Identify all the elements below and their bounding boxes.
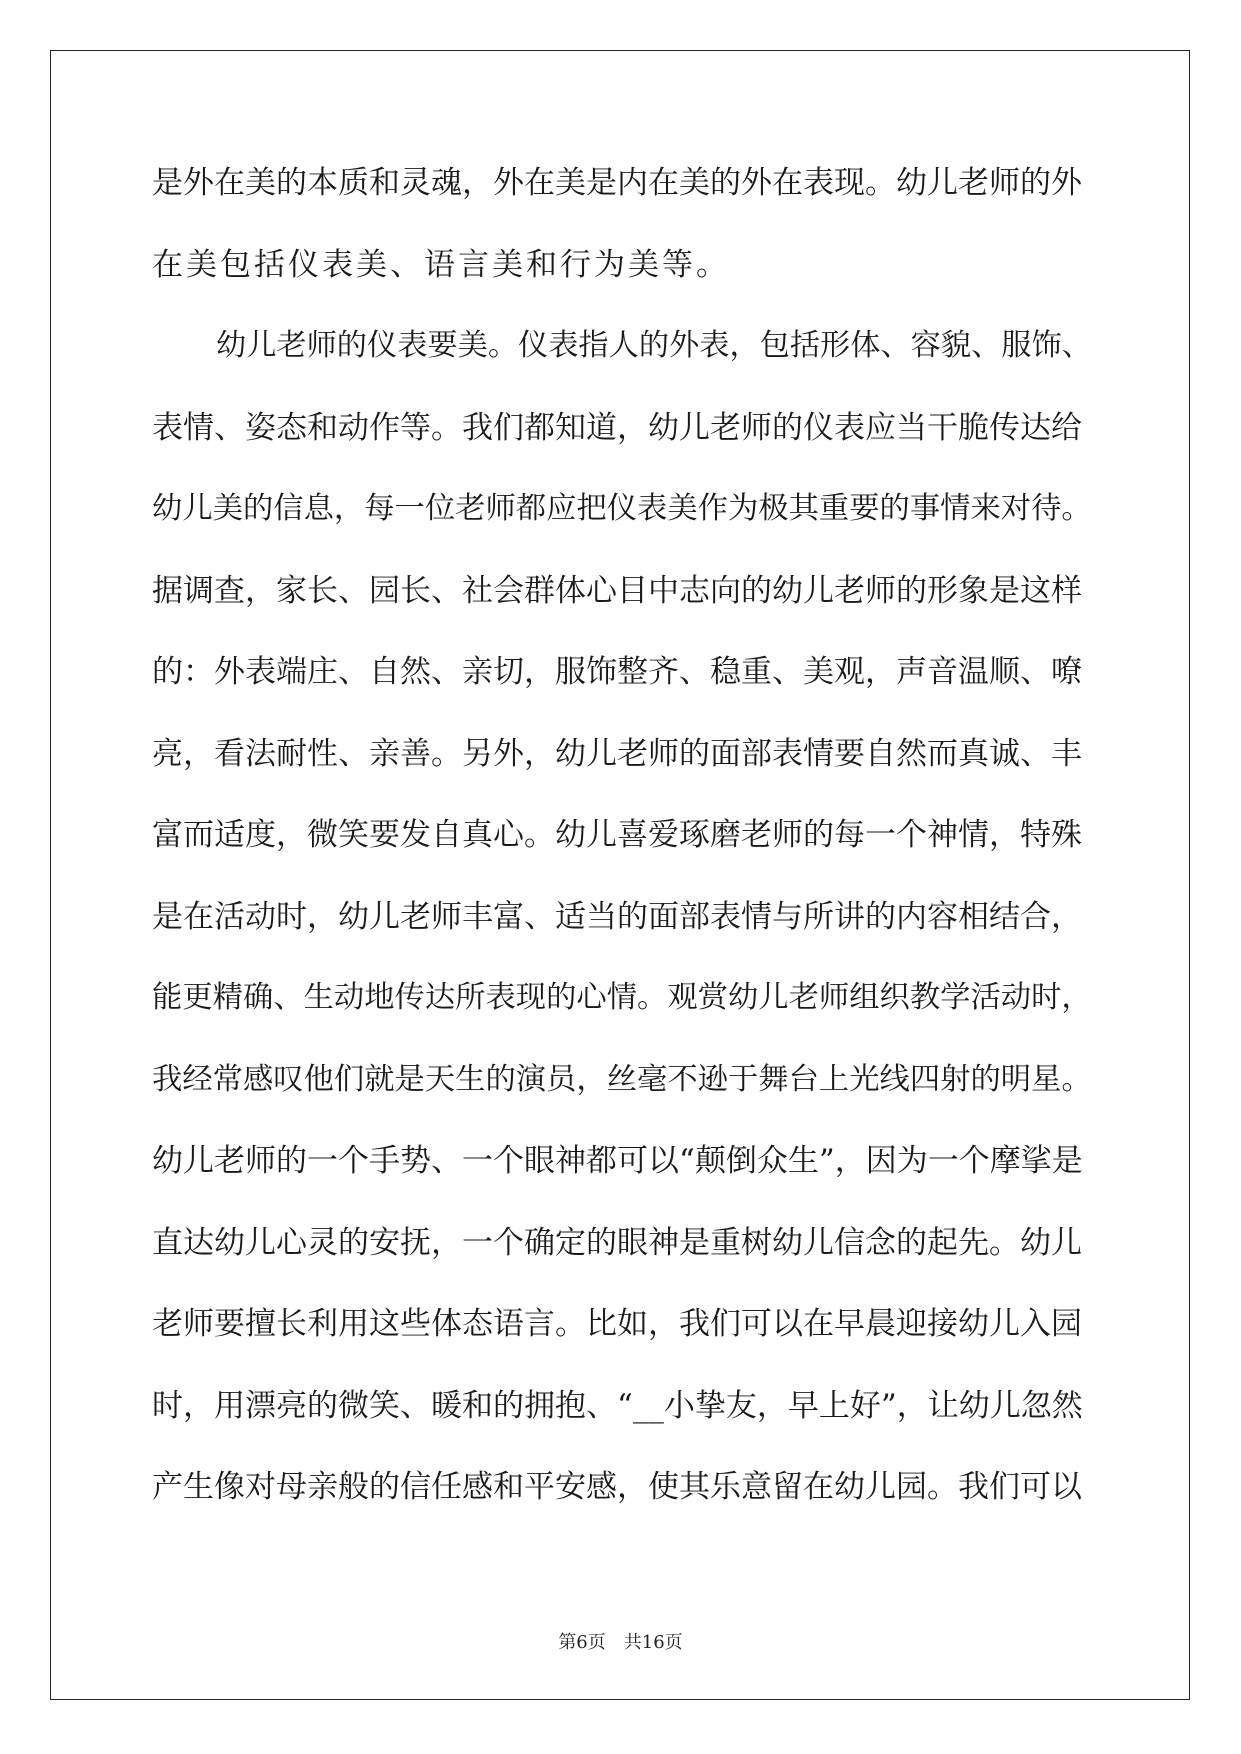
text-line: 的：外表端庄、自然、亲切，服饰整齐、稳重、美观，声音温顺、嘹	[152, 654, 1082, 690]
text-line: 是外在美的本质和灵魂，外在美是内在美的外在表现。幼儿老师的外	[152, 165, 1082, 201]
document-body	[152, 165, 1092, 1551]
text-line: 幼儿美的信息，每一位老师都应把仪表美作为极其重要的事情来对待。	[152, 491, 1092, 526]
text-line: 富而适度，微笑要发自真心。幼儿喜爱琢磨老师的每一个神情，特殊	[152, 817, 1082, 853]
text-line: 亮，看法耐性、亲善。另外，幼儿老师的面部表情要自然而真诚、丰	[152, 735, 1082, 772]
text-line: 我经常感叹他们就是天生的演员，丝毫不逊于舞台上光线四射的明星。	[152, 1061, 1092, 1097]
page-number-footer: 第6页 共16页	[558, 1632, 683, 1653]
text-line: 幼儿老师的一个手势、一个眼神都可以“颠倒众生”，因为一个摩挲是	[152, 1143, 1083, 1179]
text-line: 是在活动时，幼儿老师丰富、适当的面部表情与所讲的内容相结合，	[152, 898, 1082, 935]
text-line: 在美包括仪表美、语言美和行为美等。	[152, 246, 730, 283]
text-line: 表情、姿态和动作等。我们都知道，幼儿老师的仪表应当干脆传达给	[152, 409, 1082, 446]
text-line: 产生像对母亲般的信任感和平安感，使其乐意留在幼儿园。我们可以	[152, 1469, 1082, 1505]
text-line: 能更精确、生动地传达所表现的心情。观赏幼儿老师组织教学活动时，	[152, 980, 1092, 1015]
text-line: 老师要擅长利用这些体态语言。比如，我们可以在早晨迎接幼儿入园	[152, 1306, 1082, 1342]
text-line: 时，用漂亮的微笑、暖和的拥抱、“__小挚友，早上好”，让幼儿忽然	[152, 1387, 1083, 1424]
text-line: 据调查，家长、园长、社会群体心目中志向的幼儿老师的形象是这样	[152, 572, 1082, 609]
text-line: 直达幼儿心灵的安抚，一个确定的眼神是重树幼儿信念的起先。幼儿	[152, 1224, 1082, 1261]
paragraph-start-line: 幼儿老师的仪表要美。仪表指人的外表，包括形体、容貌、服饰、	[216, 328, 1092, 363]
